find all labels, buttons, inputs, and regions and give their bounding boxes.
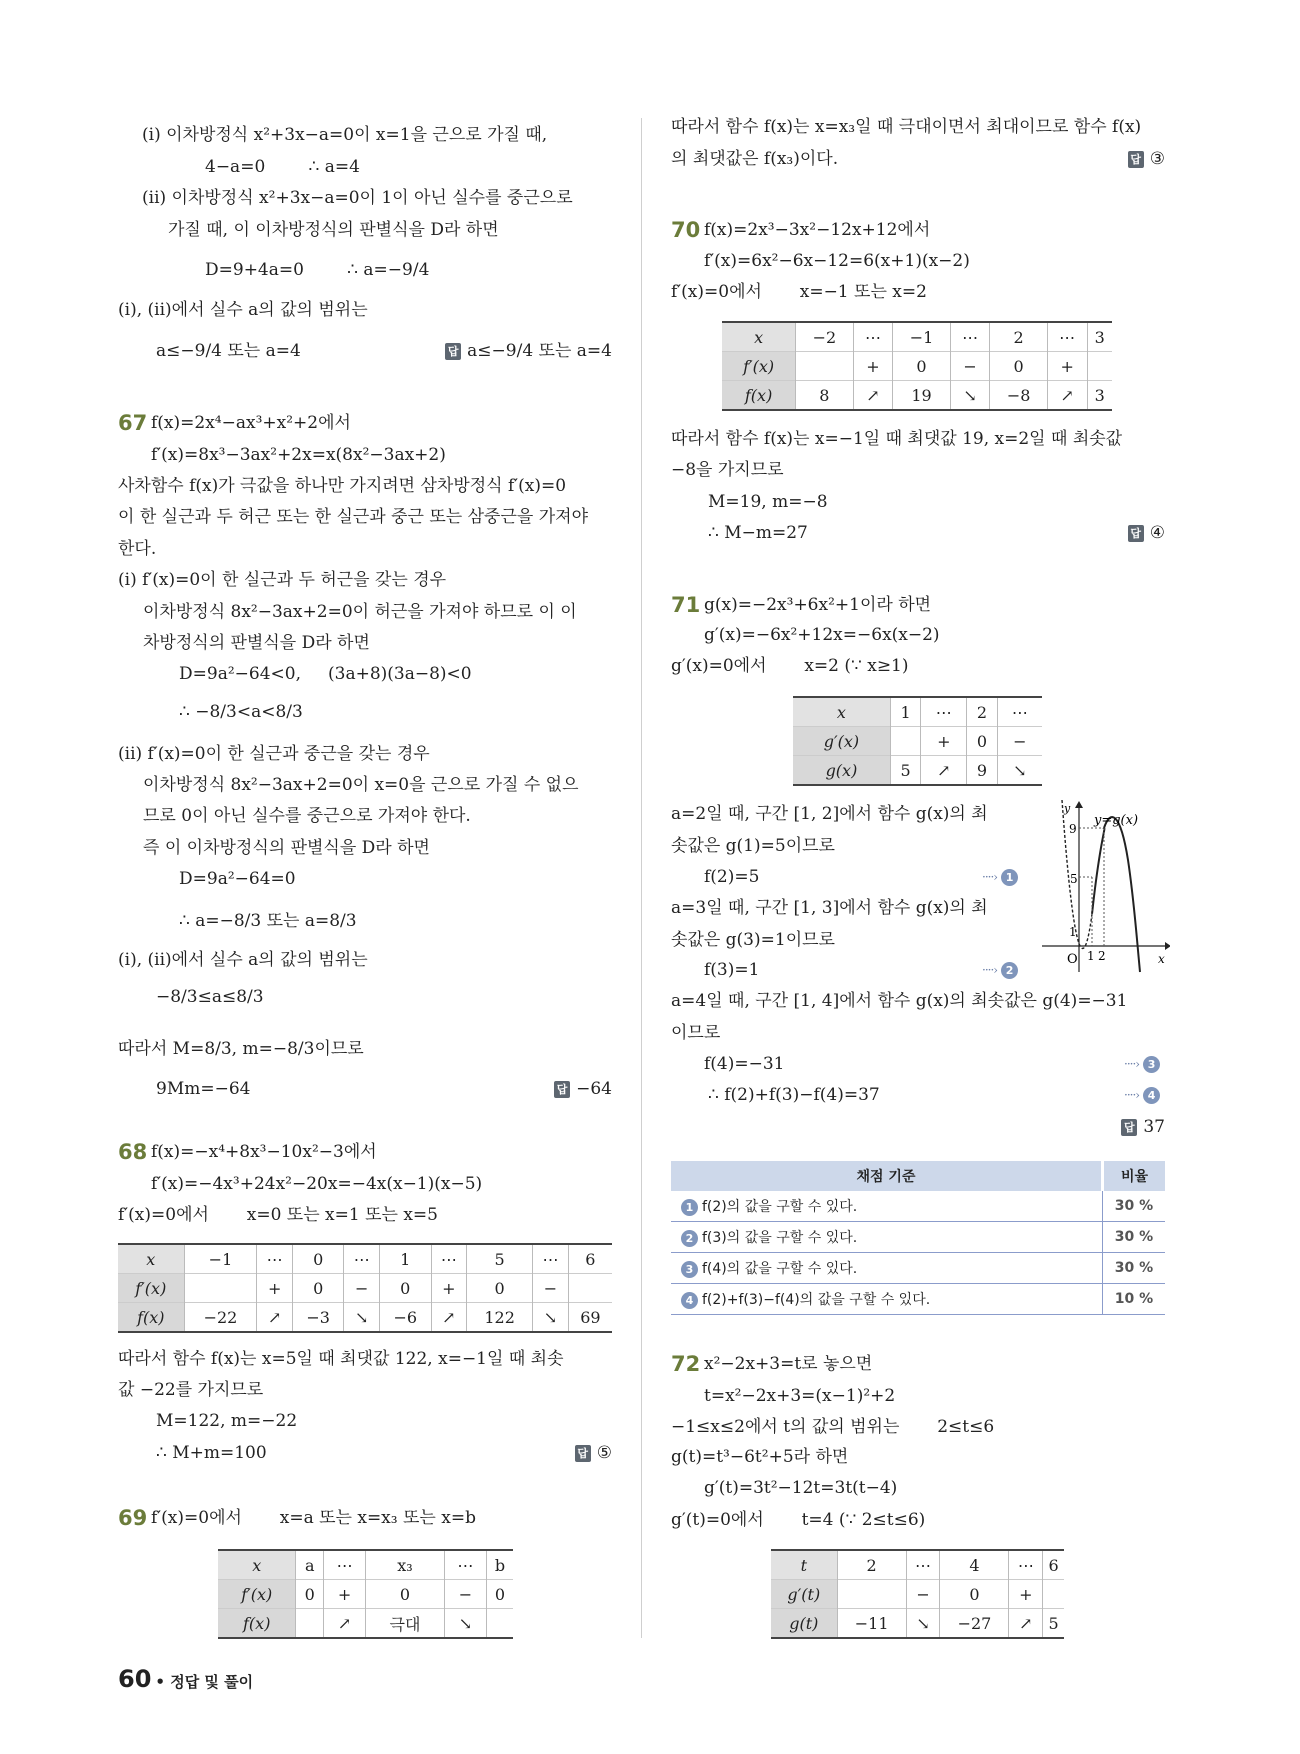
table-cell: ↘ <box>533 1303 569 1333</box>
table-cell: 0 <box>292 1244 343 1274</box>
scoring-criterion <box>671 1284 1103 1315</box>
table-row <box>218 1580 513 1609</box>
problem-number: 68 <box>118 1140 148 1164</box>
row-header-cell: x <box>118 1244 184 1274</box>
variation-table-68 <box>118 1243 612 1333</box>
table-cell: − <box>950 352 990 381</box>
table-cell: 19 <box>893 381 950 411</box>
y-label: y <box>1064 802 1071 815</box>
table-row <box>722 381 1112 411</box>
variation-table-72 <box>771 1549 1064 1639</box>
table-row <box>722 352 1112 381</box>
row-header-cell: x <box>218 1550 296 1580</box>
step-marker <box>982 959 1018 981</box>
x-axis-arrow-icon <box>1165 942 1170 950</box>
table-cell: ⋯ <box>444 1550 486 1580</box>
table-cell: − <box>997 727 1042 756</box>
text-line: D=9a²−64<0, (3a+8)(3a−8)<0 <box>179 664 472 684</box>
text-line: −8을 가지므로 <box>671 460 784 480</box>
table-cell: a <box>296 1550 324 1580</box>
text-line: 4−a=0 ∴ a=4 <box>205 157 360 177</box>
text-line: 이차방정식 8x²−3ax+2=0이 허근을 가져야 하므로 이 이 <box>143 602 577 622</box>
step-number: 3 <box>681 1261 698 1278</box>
table-cell: ↘ <box>997 756 1042 786</box>
table-row <box>793 756 1042 786</box>
row-header-cell: g′(x) <box>793 727 890 756</box>
scoring-header-criteria: 채점 기준 <box>671 1161 1103 1191</box>
table-cell: 122 <box>467 1303 533 1333</box>
text-line: 사차함수 f(x)가 극값을 하나만 가지려면 삼차방정식 f′(x)=0 <box>118 476 567 496</box>
table-cell: 2 <box>967 697 997 727</box>
table-cell: ↘ <box>344 1303 380 1333</box>
text-line: D=9a²−64=0 <box>179 869 296 889</box>
scoring-ratio: 10 % <box>1103 1284 1166 1315</box>
answer-value: ④ <box>1149 523 1165 543</box>
table-cell: ↗ <box>1009 1609 1043 1639</box>
row-header-cell: g′(t) <box>771 1580 837 1609</box>
table-cell: + <box>324 1580 366 1609</box>
table-cell <box>1043 1580 1064 1609</box>
text-line: f′(x)=0에서 x=a 또는 x=x₃ 또는 x=b <box>151 1508 476 1528</box>
answer <box>445 340 612 362</box>
text-line: a=2일 때, 구간 [1, 2]에서 함수 g(x)의 최 <box>671 804 988 824</box>
problem-number: 70 <box>671 218 701 242</box>
table-cell: 0 <box>893 352 950 381</box>
criterion-text: f(4)의 값을 구할 수 있다. <box>702 1261 858 1277</box>
text-line: 따라서 M=8/3, m=−8/3이므로 <box>118 1039 364 1059</box>
table-cell: ⋯ <box>344 1244 380 1274</box>
table-cell: + <box>257 1274 293 1303</box>
scoring-row <box>671 1222 1165 1253</box>
problem-number: 67 <box>118 411 148 435</box>
table-row <box>771 1580 1064 1609</box>
table-cell: + <box>1009 1580 1043 1609</box>
table-cell: − <box>444 1580 486 1609</box>
table-cell: − <box>533 1274 569 1303</box>
row-header-cell: f(x) <box>722 381 796 411</box>
table-cell: −27 <box>940 1609 1009 1639</box>
table-cell: 6 <box>1043 1550 1064 1580</box>
step-number: 1 <box>681 1199 698 1216</box>
table-cell <box>890 727 920 756</box>
curve-label: y=g(x) <box>1094 813 1139 828</box>
text-line: g′(t)=0에서 t=4 (∵ 2≤t≤6) <box>671 1510 926 1530</box>
table-cell: + <box>921 727 967 756</box>
text-line: g′(x)=0에서 x=2 (∵ x≥1) <box>671 656 909 676</box>
answer <box>554 1078 612 1100</box>
scoring-criterion <box>671 1253 1103 1284</box>
table-cell: 5 <box>1043 1609 1064 1639</box>
table-cell: 2 <box>990 322 1047 352</box>
table-cell: ↗ <box>431 1303 467 1333</box>
table-cell: ⋯ <box>324 1550 366 1580</box>
table-cell <box>796 352 853 381</box>
step-number: 4 <box>681 1292 698 1309</box>
table-cell: 6 <box>568 1244 612 1274</box>
text-line: D=9+4a=0 ∴ a=−9/4 <box>205 260 430 280</box>
table-cell: 2 <box>837 1550 906 1580</box>
table-cell: ⋯ <box>921 697 967 727</box>
table-cell: ↘ <box>444 1609 486 1639</box>
table-cell: −2 <box>796 322 853 352</box>
text-line: f′(x)=0에서 x=−1 또는 x=2 <box>671 282 927 302</box>
row-header-cell: x <box>793 697 890 727</box>
section-title: • 정답 및 풀이 <box>155 1673 254 1691</box>
answer-badge: 답 <box>554 1081 570 1098</box>
scoring-ratio: 30 % <box>1103 1191 1166 1222</box>
answer <box>1128 522 1165 544</box>
table-cell: ↗ <box>921 756 967 786</box>
dots-arrow-icon: ····› <box>982 870 998 884</box>
origin-label: O <box>1067 952 1078 967</box>
table-cell: 0 <box>486 1580 513 1609</box>
scoring-criterion <box>671 1222 1103 1253</box>
criterion-text: f(2)+f(3)−f(4)의 값을 구할 수 있다. <box>702 1292 931 1308</box>
text-line: ∴ M+m=100 <box>156 1443 267 1463</box>
table-cell: ⋯ <box>950 322 990 352</box>
text-line: g′(t)=3t²−12t=3t(t−4) <box>704 1478 898 1498</box>
table-cell: 5 <box>467 1244 533 1274</box>
table-cell: 0 <box>366 1580 445 1609</box>
text-line: ∴ a=−8/3 또는 a=8/3 <box>179 911 357 931</box>
table-cell: − <box>344 1274 380 1303</box>
table-cell: ⋯ <box>1009 1550 1043 1580</box>
table-row <box>793 727 1042 756</box>
answer-value: −64 <box>576 1079 612 1099</box>
y-axis-arrow-icon <box>1075 801 1083 808</box>
step-number: 2 <box>1001 962 1018 979</box>
table-cell: − <box>906 1580 940 1609</box>
step-marker <box>982 866 1018 888</box>
table-row <box>218 1609 513 1639</box>
answer <box>575 1442 612 1464</box>
text-line: (ii) f′(x)=0이 한 실근과 중근을 갖는 경우 <box>118 744 430 764</box>
scoring-row <box>671 1253 1165 1284</box>
text-line: a=4일 때, 구간 [1, 4]에서 함수 g(x)의 최솟값은 g(4)=−31 <box>671 991 1128 1011</box>
answer-badge: 답 <box>1128 525 1144 542</box>
table-cell: 69 <box>568 1303 612 1333</box>
variation-table-69 <box>218 1549 513 1639</box>
text-line: (i), (ii)에서 실수 a의 값의 범위는 <box>118 300 368 320</box>
text-line: 따라서 함수 f(x)는 x=x₃일 때 극대이면서 최대이므로 함수 f(x) <box>671 117 1142 137</box>
table-cell: 3 <box>1087 381 1112 411</box>
text-line: 한다. <box>118 539 157 559</box>
table-cell: −3 <box>292 1303 343 1333</box>
answer-badge: 답 <box>575 1445 591 1462</box>
table-cell: 0 <box>990 352 1047 381</box>
table-cell: ⋯ <box>853 322 893 352</box>
problem-number: 71 <box>671 593 701 617</box>
step-number: 1 <box>1001 869 1018 886</box>
text-line: f(x)=2x³−3x²−12x+12에서 <box>704 220 931 240</box>
column-divider <box>641 118 642 1638</box>
row-header-cell: f′(x) <box>722 352 796 381</box>
text-line: −1≤x≤2에서 t의 값의 범위는 2≤t≤6 <box>671 1417 995 1437</box>
text-line: f′(x)=0에서 x=0 또는 x=1 또는 x=5 <box>118 1205 438 1225</box>
tick-y-9: 9 <box>1069 822 1077 836</box>
table-cell: ↗ <box>1047 381 1087 411</box>
text-line: 이므로 <box>671 1023 721 1043</box>
table-cell: b <box>486 1550 513 1580</box>
row-header-cell: f′(x) <box>218 1580 296 1609</box>
table-cell: + <box>853 352 893 381</box>
row-header-cell: g(x) <box>793 756 890 786</box>
x-label: x <box>1158 952 1165 966</box>
table-cell: ↘ <box>950 381 990 411</box>
text-line: ∴ −8/3<a<8/3 <box>179 702 303 722</box>
criterion-text: f(3)의 값을 구할 수 있다. <box>702 1230 858 1246</box>
text-line: f(x)=−x⁴+8x³−10x²−3에서 <box>151 1142 377 1162</box>
step-number: 2 <box>681 1230 698 1247</box>
text-line: 이차방정식 8x²−3ax+2=0이 x=0을 근으로 가질 수 없으 <box>143 775 579 795</box>
text-line: M=122, m=−22 <box>156 1411 298 1431</box>
text-line: 9Mm=−64 <box>156 1079 251 1099</box>
text-line: 가질 때, 이 이차방정식의 판별식을 D라 하면 <box>168 220 499 240</box>
page-number: 60 <box>118 1665 152 1693</box>
text-line: f′(x)=−4x³+24x²−20x=−4x(x−1)(x−5) <box>151 1174 483 1194</box>
text-line: 따라서 함수 f(x)는 x=−1일 때 최댓값 19, x=2일 때 최솟값 <box>671 429 1123 449</box>
table-row <box>771 1609 1064 1639</box>
step-marker <box>1124 1084 1160 1106</box>
text-line: f(x)=2x⁴−ax³+x²+2에서 <box>151 413 351 433</box>
table-cell: −22 <box>184 1303 257 1333</box>
text-line: t=x²−2x+3=(x−1)²+2 <box>704 1386 896 1406</box>
text-line: f(3)=1 <box>704 960 760 980</box>
table-cell: 9 <box>967 756 997 786</box>
table-cell <box>486 1609 513 1639</box>
text-line: ∴ f(2)+f(3)−f(4)=37 <box>708 1085 880 1105</box>
table-cell: 0 <box>292 1274 343 1303</box>
table-cell: ↗ <box>853 381 893 411</box>
table-row <box>118 1303 612 1333</box>
text-line: a=3일 때, 구간 [1, 3]에서 함수 g(x)의 최 <box>671 898 988 918</box>
text-line: f′(x)=6x²−6x−12=6(x+1)(x−2) <box>704 251 970 271</box>
text-line: M=19, m=−8 <box>708 492 828 512</box>
text-line: f(4)=−31 <box>704 1054 785 1074</box>
variation-table-71 <box>793 696 1042 786</box>
variation-table-70 <box>722 321 1112 411</box>
text-line: a≤−9/4 또는 a=4 <box>156 341 301 361</box>
dots-arrow-icon: ····› <box>982 963 998 977</box>
criterion-text: f(2)의 값을 구할 수 있다. <box>702 1199 858 1215</box>
answer-value: ③ <box>1149 149 1165 169</box>
table-cell: ⋯ <box>997 697 1042 727</box>
table-cell: −8 <box>990 381 1047 411</box>
scoring-table <box>671 1161 1165 1315</box>
text-line: (i) 이차방정식 x²+3x−a=0이 x=1을 근으로 가질 때, <box>142 125 548 145</box>
table-cell: 0 <box>967 727 997 756</box>
table-cell: 1 <box>380 1244 431 1274</box>
answer-value: 37 <box>1143 1117 1165 1137</box>
table-row <box>771 1550 1064 1580</box>
text-line: g(t)=t³−6t²+5라 하면 <box>671 1447 849 1467</box>
scoring-header-ratio: 비율 <box>1103 1161 1166 1191</box>
table-cell: + <box>431 1274 467 1303</box>
answer <box>1128 148 1165 170</box>
table-cell: −1 <box>184 1244 257 1274</box>
text-line: g(x)=−2x³+6x²+1이라 하면 <box>704 595 932 615</box>
scoring-criterion <box>671 1191 1103 1222</box>
text-line: x²−2x+3=t로 놓으면 <box>704 1354 873 1374</box>
text-line: (i) f′(x)=0이 한 실근과 두 허근을 갖는 경우 <box>118 570 447 590</box>
table-cell: ↗ <box>257 1303 293 1333</box>
page-footer <box>118 1665 253 1693</box>
tick-x-1: 1 <box>1087 949 1095 963</box>
tick-y-1: 1 <box>1069 925 1077 939</box>
scoring-row <box>671 1191 1165 1222</box>
row-header-cell: f′(x) <box>118 1274 184 1303</box>
text-line: −8/3≤a≤8/3 <box>156 987 264 1007</box>
table-cell: 5 <box>890 756 920 786</box>
table-cell: ⋯ <box>257 1244 293 1274</box>
dots-arrow-icon: ····› <box>1124 1088 1140 1102</box>
table-cell: ⋯ <box>431 1244 467 1274</box>
table-cell: 1 <box>890 697 920 727</box>
text-line: 이 한 실근과 두 허근 또는 한 실근과 중근 또는 삼중근을 가져야 <box>118 507 588 527</box>
table-cell <box>1087 352 1112 381</box>
answer-value: ⑤ <box>596 1443 612 1463</box>
table-cell: 0 <box>380 1274 431 1303</box>
text-line: 솟값은 g(1)=5이므로 <box>671 836 835 856</box>
table-cell <box>568 1274 612 1303</box>
text-line: 차방정식의 판별식을 D라 하면 <box>143 633 370 653</box>
answer-badge: 답 <box>1128 151 1144 168</box>
table-cell: 0 <box>296 1580 324 1609</box>
tick-y-5: 5 <box>1070 872 1078 886</box>
table-cell: 0 <box>940 1580 1009 1609</box>
text-line: g′(x)=−6x²+12x=−6x(x−2) <box>704 625 940 645</box>
table-cell <box>296 1609 324 1639</box>
step-marker <box>1124 1053 1160 1075</box>
table-cell: 4 <box>940 1550 1009 1580</box>
table-cell <box>184 1274 257 1303</box>
answer-value: a≤−9/4 또는 a=4 <box>467 341 612 361</box>
table-cell: ⋯ <box>906 1550 940 1580</box>
text-line: 따라서 함수 f(x)는 x=5일 때 최댓값 122, x=−1일 때 최솟 <box>118 1349 564 1369</box>
scoring-row <box>671 1284 1165 1315</box>
tick-x-2: 2 <box>1098 949 1106 963</box>
step-number: 4 <box>1143 1087 1160 1104</box>
table-cell: ↘ <box>906 1609 940 1639</box>
problem-number: 69 <box>118 1506 148 1530</box>
step-number: 3 <box>1143 1056 1160 1073</box>
text-line: ∴ M−m=27 <box>708 523 808 543</box>
text-line: 의 최댓값은 f(x₃)이다. <box>671 149 839 169</box>
table-cell <box>837 1580 906 1609</box>
row-header-cell: f(x) <box>218 1609 296 1639</box>
table-row <box>218 1550 513 1580</box>
table-cell: −11 <box>837 1609 906 1639</box>
table-cell: −6 <box>380 1303 431 1333</box>
answer <box>1121 1116 1165 1138</box>
text-line: 솟값은 g(3)=1이므로 <box>671 930 835 950</box>
table-cell: x₃ <box>366 1550 445 1580</box>
text-line: (i), (ii)에서 실수 a의 값의 범위는 <box>118 950 368 970</box>
problem-number: 72 <box>671 1352 701 1376</box>
table-cell: 8 <box>796 381 853 411</box>
table-cell: 0 <box>467 1274 533 1303</box>
row-header-cell: t <box>771 1550 837 1580</box>
text-line: f(2)=5 <box>704 867 760 887</box>
table-row <box>722 322 1112 352</box>
row-header-cell: g(t) <box>771 1609 837 1639</box>
table-cell: + <box>1047 352 1087 381</box>
text-line: f′(x)=8x³−3ax²+2x=x(8x²−3ax+2) <box>151 445 446 465</box>
text-line: 므로 0이 아닌 실수를 중근으로 가져야 한다. <box>143 806 471 826</box>
scoring-ratio: 30 % <box>1103 1222 1166 1253</box>
text-line: (ii) 이차방정식 x²+3x−a=0이 1이 아닌 실수를 중근으로 <box>142 188 573 208</box>
table-row <box>793 697 1042 727</box>
table-cell: ↗ <box>324 1609 366 1639</box>
row-header-cell: x <box>722 322 796 352</box>
table-cell: 극대 <box>366 1609 445 1639</box>
row-header-cell: f(x) <box>118 1303 184 1333</box>
text-line: 즉 이 이차방정식의 판별식을 D라 하면 <box>143 838 430 858</box>
graph-g <box>1040 800 1170 975</box>
table-cell: −1 <box>893 322 950 352</box>
scoring-ratio: 30 % <box>1103 1253 1166 1284</box>
table-row <box>118 1274 612 1303</box>
answer-badge: 답 <box>445 343 461 360</box>
dots-arrow-icon: ····› <box>1124 1057 1140 1071</box>
answer-badge: 답 <box>1121 1119 1137 1136</box>
table-cell: ⋯ <box>1047 322 1087 352</box>
table-row <box>118 1244 612 1274</box>
table-cell: ⋯ <box>533 1244 569 1274</box>
text-line: 값 −22를 가지므로 <box>118 1380 264 1400</box>
table-cell: 3 <box>1087 322 1112 352</box>
